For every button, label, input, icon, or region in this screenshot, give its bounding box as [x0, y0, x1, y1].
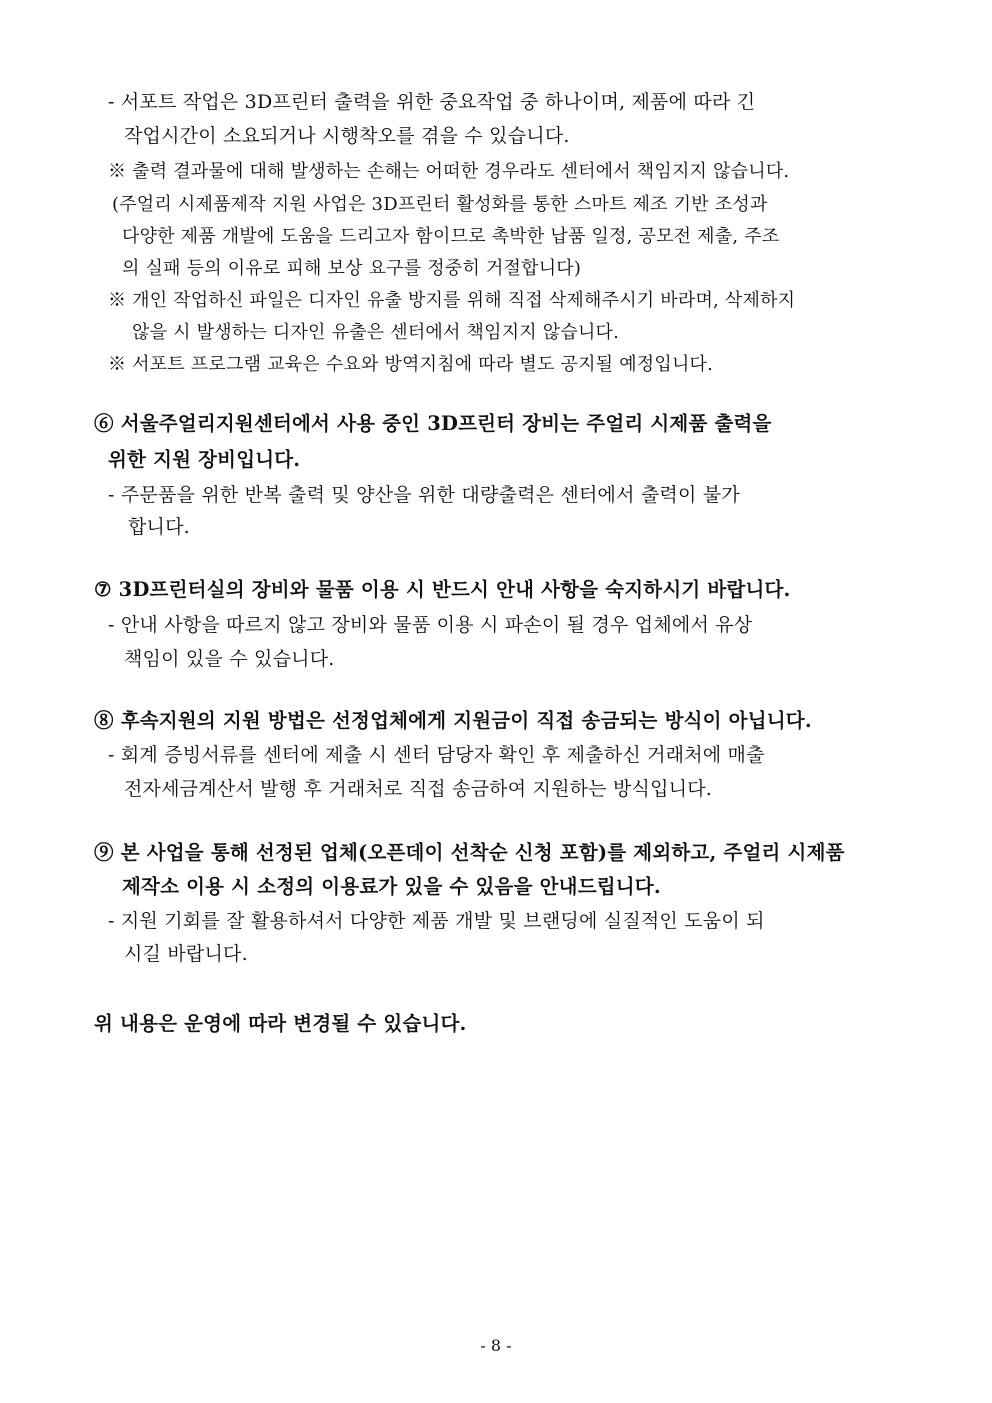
item8-dash-line-2: 전자세금계산서 발행 후 거래처로 직접 송금하여 지원하는 방식입니다.	[124, 778, 712, 800]
item6-heading-line-2: 위한 지원 장비입니다.	[108, 448, 301, 471]
paren-note-line-2: 다양한 제품 개발에 도움을 드리고자 함이므로 촉박한 납품 일정, 공모전 제출, 주조	[122, 226, 780, 247]
item6-heading-line-1: ⑥ 서울주얼리지원센터에서 사용 중인 3D프린터 장비는 주얼리 시제품 출력을	[94, 412, 772, 435]
closing-notice: 위 내용은 운영에 따라 변경될 수 있습니다.	[94, 1012, 467, 1035]
note-file-delete-line-2: 않을 시 발생하는 디자인 유출은 센터에서 책임지지 않습니다.	[132, 322, 620, 343]
item8-dash-line-1: - 회계 증빙서류를 센터에 제출 시 센터 담당자 확인 후 제출하신 거래처에 매출	[108, 744, 765, 766]
item7-dash-line-2: 책임이 있을 수 있습니다.	[124, 648, 335, 670]
item7-dash-line-1: - 안내 사항을 따르지 않고 장비와 물품 이용 시 파손이 될 경우 업체에서 유상	[108, 614, 753, 636]
support-dash-line-2: 작업시간이 소요되거나 시행착오를 겪을 수 있습니다.	[124, 125, 570, 147]
item9-heading-line-1: ⑨ 본 사업을 통해 선정된 업체(오픈데이 선착순 신청 포함)를 제외하고, 주얼리 시제품	[94, 841, 845, 864]
item9-dash-line-1: - 지원 기회를 잘 활용하셔서 다양한 제품 개발 및 브랜딩에 실질적인 도움이 되	[108, 910, 765, 932]
note-file-delete-line-1: ※ 개인 작업하신 파일은 디자인 유출 방지를 위해 직접 삭제해주시기 바라며, 삭제하지	[108, 290, 796, 311]
item8-heading: ⑧ 후속지원의 지원 방법은 선정업체에게 지원금이 직접 송금되는 방식이 아닙니다.	[94, 709, 812, 732]
support-dash-line-1: - 서포트 작업은 3D프린터 출력을 위한 중요작업 중 하나이며, 제품에 따라 긴	[108, 91, 756, 113]
paren-note-line-3: 의 실패 등의 이유로 피해 보상 요구를 정중히 거절합니다)	[122, 258, 582, 279]
page-number: - 8 -	[480, 1336, 512, 1355]
note-liability: ※ 출력 결과물에 대해 발생하는 손해는 어떠한 경우라도 센터에서 책임지지 않습니다.	[108, 161, 790, 182]
item9-dash-line-2: 시길 바랍니다.	[124, 943, 248, 965]
note-education: ※ 서포트 프로그램 교육은 수요와 방역지침에 따라 별도 공지될 예정입니다.	[108, 354, 714, 375]
item9-heading-line-2: 제작소 이용 시 소정의 이용료가 있을 수 있음을 안내드립니다.	[122, 875, 661, 898]
item6-dash-line-1: - 주문품을 위한 반복 출력 및 양산을 위한 대량출력은 센터에서 출력이 불가	[108, 484, 740, 506]
item6-dash-line-2: 합니다.	[128, 516, 190, 538]
item7-heading: ⑦ 3D프린터실의 장비와 물품 이용 시 반드시 안내 사항을 숙지하시기 바랍니다.	[94, 578, 791, 601]
paren-note-line-1: (주얼리 시제품제작 지원 사업은 3D프린터 활성화를 통한 스마트 제조 기반 조성과	[112, 194, 768, 215]
